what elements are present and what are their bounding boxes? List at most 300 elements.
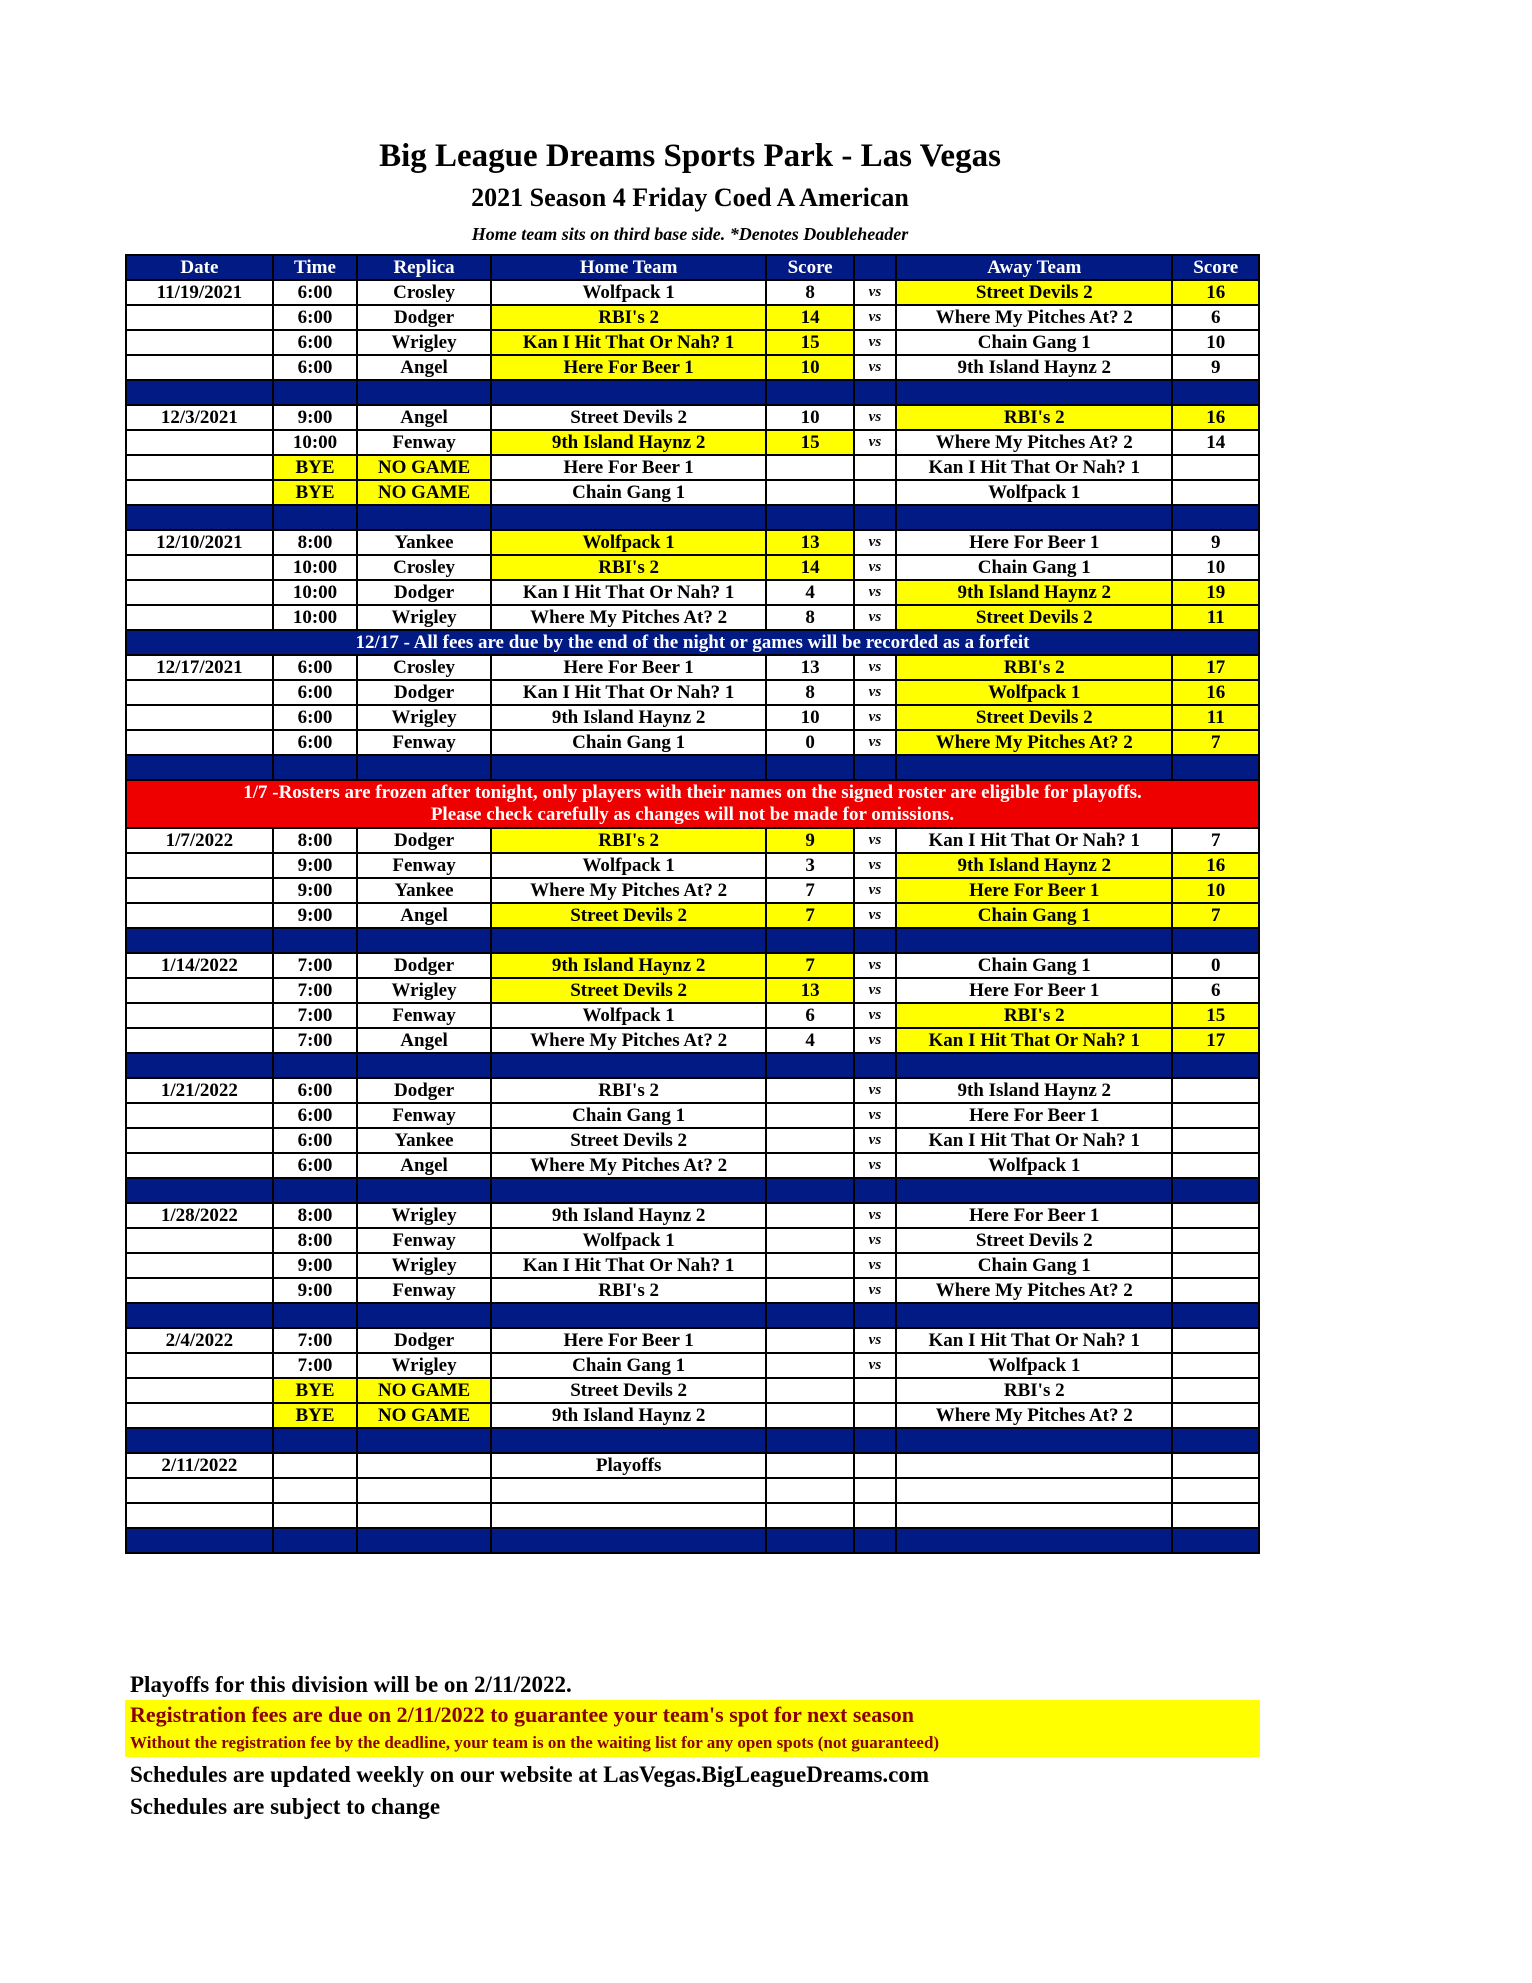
away-score: 6 xyxy=(1172,305,1259,330)
away-team: Where My Pitches At? 2 xyxy=(896,305,1172,330)
home-team: RBI's 2 xyxy=(491,828,766,853)
game-time: 6:00 xyxy=(273,1103,357,1128)
game-date xyxy=(126,1503,273,1528)
vs-label xyxy=(854,1403,896,1428)
game-row xyxy=(126,1253,1259,1278)
game-time: 9:00 xyxy=(273,1253,357,1278)
separator-cell xyxy=(854,755,896,780)
vs-label: vs xyxy=(854,1003,896,1028)
game-row xyxy=(126,853,1259,878)
fee-notice-text: 12/17 - All fees are due by the end of the night or games will be recorded as a forfeit xyxy=(126,630,1259,655)
home-score xyxy=(766,1228,853,1253)
away-score xyxy=(1172,1228,1259,1253)
week-separator-row xyxy=(126,928,1259,953)
game-field: Crosley xyxy=(357,655,491,680)
schedule-table xyxy=(125,254,1260,1554)
game-time: 6:00 xyxy=(273,730,357,755)
separator-cell xyxy=(126,1303,273,1328)
game-field: Wrigley xyxy=(357,330,491,355)
home-team: Wolfpack 1 xyxy=(491,1003,766,1028)
game-date xyxy=(126,730,273,755)
separator-cell xyxy=(491,380,766,405)
home-team: Kan I Hit That Or Nah? 1 xyxy=(491,680,766,705)
home-team: Wolfpack 1 xyxy=(491,853,766,878)
home-team: 9th Island Haynz 2 xyxy=(491,953,766,978)
home-team: Here For Beer 1 xyxy=(491,355,766,380)
separator-cell xyxy=(126,380,273,405)
vs-label: vs xyxy=(854,580,896,605)
game-time: 9:00 xyxy=(273,878,357,903)
game-field: Dodger xyxy=(357,305,491,330)
column-header-home-team: Home Team xyxy=(491,255,766,280)
home-score: 8 xyxy=(766,605,853,630)
home-score xyxy=(766,1153,853,1178)
game-time xyxy=(273,1453,357,1478)
column-header-away-score: Score xyxy=(1172,255,1259,280)
vs-label: vs xyxy=(854,1103,896,1128)
game-time: 8:00 xyxy=(273,530,357,555)
vs-label: vs xyxy=(854,280,896,305)
home-score xyxy=(766,1328,853,1353)
game-date: 2/4/2022 xyxy=(126,1328,273,1353)
away-score: 7 xyxy=(1172,730,1259,755)
game-date: 1/14/2022 xyxy=(126,953,273,978)
game-date xyxy=(126,430,273,455)
game-date xyxy=(126,705,273,730)
game-field: Yankee xyxy=(357,530,491,555)
game-field: Fenway xyxy=(357,1278,491,1303)
away-team: Where My Pitches At? 2 xyxy=(896,1403,1172,1428)
home-score: 10 xyxy=(766,405,853,430)
game-date xyxy=(126,1278,273,1303)
game-field: Fenway xyxy=(357,1003,491,1028)
week-separator-row xyxy=(126,505,1259,530)
away-team: Kan I Hit That Or Nah? 1 xyxy=(896,1128,1172,1153)
game-date xyxy=(126,555,273,580)
home-score: 9 xyxy=(766,828,853,853)
separator-cell xyxy=(766,1178,853,1203)
away-team: Here For Beer 1 xyxy=(896,1103,1172,1128)
game-row xyxy=(126,1203,1259,1228)
away-team: Street Devils 2 xyxy=(896,605,1172,630)
home-score: 4 xyxy=(766,580,853,605)
game-field: Dodger xyxy=(357,1328,491,1353)
column-header-away-team: Away Team xyxy=(896,255,1172,280)
vs-label: vs xyxy=(854,1153,896,1178)
game-row xyxy=(126,530,1259,555)
game-date xyxy=(126,1003,273,1028)
home-team: Wolfpack 1 xyxy=(491,280,766,305)
vs-label: vs xyxy=(854,680,896,705)
vs-label: vs xyxy=(854,853,896,878)
game-time xyxy=(273,1503,357,1528)
playoffs-notice: Playoffs for this division will be on 2/11/2022. xyxy=(130,1672,572,1697)
vs-label: vs xyxy=(854,605,896,630)
game-time: 8:00 xyxy=(273,828,357,853)
home-team: RBI's 2 xyxy=(491,1278,766,1303)
home-score xyxy=(766,1128,853,1153)
separator-cell xyxy=(854,1303,896,1328)
game-field: Fenway xyxy=(357,430,491,455)
separator-cell xyxy=(273,755,357,780)
away-team: RBI's 2 xyxy=(896,1378,1172,1403)
game-date xyxy=(126,1028,273,1053)
game-row xyxy=(126,430,1259,455)
away-team xyxy=(896,1503,1172,1528)
game-date xyxy=(126,355,273,380)
vs-label: vs xyxy=(854,1253,896,1278)
game-date: 12/10/2021 xyxy=(126,530,273,555)
away-score: 17 xyxy=(1172,1028,1259,1053)
home-team: Kan I Hit That Or Nah? 1 xyxy=(491,330,766,355)
home-team: Where My Pitches At? 2 xyxy=(491,878,766,903)
home-score: 7 xyxy=(766,878,853,903)
away-team: Street Devils 2 xyxy=(896,705,1172,730)
separator-cell xyxy=(357,380,491,405)
away-score xyxy=(1172,1353,1259,1378)
bye-row xyxy=(126,480,1259,505)
game-date xyxy=(126,480,273,505)
separator-cell xyxy=(491,928,766,953)
away-score xyxy=(1172,1378,1259,1403)
away-score xyxy=(1172,1403,1259,1428)
vs-label: vs xyxy=(854,1278,896,1303)
game-date xyxy=(126,1378,273,1403)
away-score xyxy=(1172,455,1259,480)
game-date xyxy=(126,903,273,928)
away-score: 0 xyxy=(1172,953,1259,978)
away-team: RBI's 2 xyxy=(896,655,1172,680)
game-date: 11/19/2021 xyxy=(126,280,273,305)
page-title: Big League Dreams Sports Park - Las Vegas xyxy=(379,138,1001,174)
game-date xyxy=(126,1403,273,1428)
separator-cell xyxy=(126,1428,273,1453)
home-team: 9th Island Haynz 2 xyxy=(491,705,766,730)
away-team: Here For Beer 1 xyxy=(896,1203,1172,1228)
game-time: 6:00 xyxy=(273,1153,357,1178)
game-time: 10:00 xyxy=(273,555,357,580)
game-time: 8:00 xyxy=(273,1228,357,1253)
game-date xyxy=(126,1228,273,1253)
away-team: Chain Gang 1 xyxy=(896,1253,1172,1278)
game-field: Yankee xyxy=(357,878,491,903)
away-score: 15 xyxy=(1172,1003,1259,1028)
separator-cell xyxy=(126,1053,273,1078)
game-date xyxy=(126,1103,273,1128)
separator-cell xyxy=(273,380,357,405)
game-time: 6:00 xyxy=(273,1078,357,1103)
away-team: Wolfpack 1 xyxy=(896,680,1172,705)
vs-label: vs xyxy=(854,430,896,455)
game-row xyxy=(126,280,1259,305)
separator-cell xyxy=(766,1528,853,1553)
away-score xyxy=(1172,1203,1259,1228)
home-team: Kan I Hit That Or Nah? 1 xyxy=(491,1253,766,1278)
game-row xyxy=(126,953,1259,978)
game-time: 6:00 xyxy=(273,655,357,680)
game-field: Wrigley xyxy=(357,705,491,730)
away-team: RBI's 2 xyxy=(896,405,1172,430)
game-time xyxy=(273,1478,357,1503)
column-header-date: Date xyxy=(126,255,273,280)
vs-label xyxy=(854,1478,896,1503)
away-score: 9 xyxy=(1172,530,1259,555)
vs-label: vs xyxy=(854,1128,896,1153)
game-field: Wrigley xyxy=(357,605,491,630)
game-date: 12/17/2021 xyxy=(126,655,273,680)
away-team: Wolfpack 1 xyxy=(896,480,1172,505)
home-score xyxy=(766,480,853,505)
separator-cell xyxy=(126,505,273,530)
separator-cell xyxy=(854,505,896,530)
game-row xyxy=(126,1228,1259,1253)
game-row xyxy=(126,405,1259,430)
game-date xyxy=(126,1253,273,1278)
vs-label xyxy=(854,1503,896,1528)
away-score xyxy=(1172,480,1259,505)
table-header-row xyxy=(126,255,1259,280)
away-team: Kan I Hit That Or Nah? 1 xyxy=(896,1328,1172,1353)
game-date xyxy=(126,680,273,705)
separator-cell xyxy=(357,928,491,953)
game-date xyxy=(126,853,273,878)
away-score xyxy=(1172,1453,1259,1478)
away-score: 14 xyxy=(1172,430,1259,455)
game-time: 10:00 xyxy=(273,605,357,630)
separator-cell xyxy=(357,1303,491,1328)
separator-cell xyxy=(126,1528,273,1553)
game-field: Fenway xyxy=(357,1103,491,1128)
separator-cell xyxy=(491,1053,766,1078)
game-date: 1/7/2022 xyxy=(126,828,273,853)
home-team: Chain Gang 1 xyxy=(491,1353,766,1378)
game-row xyxy=(126,1153,1259,1178)
vs-label: vs xyxy=(854,1028,896,1053)
schedule-body xyxy=(126,280,1259,1553)
separator-cell xyxy=(766,928,853,953)
game-field: NO GAME xyxy=(357,1378,491,1403)
separator-cell xyxy=(273,1528,357,1553)
home-score xyxy=(766,1078,853,1103)
game-time: 6:00 xyxy=(273,1128,357,1153)
game-row xyxy=(126,355,1259,380)
game-time: 9:00 xyxy=(273,1278,357,1303)
away-team: Chain Gang 1 xyxy=(896,555,1172,580)
schedule-note: Home team sits on third base side. *Denotes Doubleheader xyxy=(471,224,909,244)
away-score: 6 xyxy=(1172,978,1259,1003)
game-row xyxy=(126,1128,1259,1153)
home-score xyxy=(766,1378,853,1403)
away-score: 11 xyxy=(1172,705,1259,730)
game-row xyxy=(126,1003,1259,1028)
away-team xyxy=(896,1453,1172,1478)
game-time: 7:00 xyxy=(273,1328,357,1353)
game-time: 6:00 xyxy=(273,280,357,305)
home-score xyxy=(766,1203,853,1228)
separator-cell xyxy=(1172,755,1259,780)
away-score: 9 xyxy=(1172,355,1259,380)
away-score xyxy=(1172,1478,1259,1503)
vs-label: vs xyxy=(854,978,896,1003)
separator-cell xyxy=(854,1178,896,1203)
game-row xyxy=(126,680,1259,705)
home-score: 8 xyxy=(766,680,853,705)
away-team: Kan I Hit That Or Nah? 1 xyxy=(896,455,1172,480)
away-team: Wolfpack 1 xyxy=(896,1153,1172,1178)
home-team: Where My Pitches At? 2 xyxy=(491,605,766,630)
game-field: Dodger xyxy=(357,580,491,605)
home-team: RBI's 2 xyxy=(491,555,766,580)
game-date xyxy=(126,330,273,355)
home-score: 10 xyxy=(766,355,853,380)
separator-cell xyxy=(1172,1178,1259,1203)
home-score xyxy=(766,1278,853,1303)
away-team: 9th Island Haynz 2 xyxy=(896,355,1172,380)
separator-cell xyxy=(766,755,853,780)
home-score: 7 xyxy=(766,903,853,928)
game-date xyxy=(126,878,273,903)
home-team: Street Devils 2 xyxy=(491,1378,766,1403)
away-team: Chain Gang 1 xyxy=(896,903,1172,928)
game-field: Crosley xyxy=(357,555,491,580)
away-score xyxy=(1172,1128,1259,1153)
vs-label: vs xyxy=(854,530,896,555)
separator-cell xyxy=(896,1428,1172,1453)
away-score xyxy=(1172,1103,1259,1128)
vs-label xyxy=(854,480,896,505)
home-score: 7 xyxy=(766,953,853,978)
separator-cell xyxy=(1172,1428,1259,1453)
separator-cell xyxy=(854,1428,896,1453)
game-row xyxy=(126,1103,1259,1128)
separator-cell xyxy=(491,1178,766,1203)
game-field: Angel xyxy=(357,405,491,430)
away-score xyxy=(1172,1503,1259,1528)
roster-notice-cell xyxy=(126,780,1259,828)
game-row xyxy=(126,330,1259,355)
vs-label: vs xyxy=(854,878,896,903)
week-separator-row xyxy=(126,380,1259,405)
separator-cell xyxy=(491,1428,766,1453)
game-field xyxy=(357,1503,491,1528)
separator-cell xyxy=(273,1428,357,1453)
vs-label: vs xyxy=(854,305,896,330)
game-field: Crosley xyxy=(357,280,491,305)
away-score: 16 xyxy=(1172,680,1259,705)
home-team: 9th Island Haynz 2 xyxy=(491,430,766,455)
separator-cell xyxy=(766,1053,853,1078)
home-team xyxy=(491,1503,766,1528)
separator-cell xyxy=(896,1303,1172,1328)
home-team: Here For Beer 1 xyxy=(491,455,766,480)
game-time: BYE xyxy=(273,1378,357,1403)
game-field: Angel xyxy=(357,355,491,380)
game-row xyxy=(126,655,1259,680)
game-row xyxy=(126,1328,1259,1353)
game-date xyxy=(126,1353,273,1378)
home-score xyxy=(766,455,853,480)
home-team: Where My Pitches At? 2 xyxy=(491,1153,766,1178)
game-time: 8:00 xyxy=(273,1203,357,1228)
game-time: 6:00 xyxy=(273,680,357,705)
game-date xyxy=(126,580,273,605)
vs-label: vs xyxy=(854,1353,896,1378)
home-score: 10 xyxy=(766,705,853,730)
separator-cell xyxy=(273,1053,357,1078)
away-team: Wolfpack 1 xyxy=(896,1353,1172,1378)
home-team: Here For Beer 1 xyxy=(491,655,766,680)
registration-note: Without the registration fee by the deadline, your team is on the waiting list for any open spots (not guaranteed) xyxy=(130,1733,940,1752)
home-score xyxy=(766,1453,853,1478)
game-row xyxy=(126,828,1259,853)
week-separator-row xyxy=(126,755,1259,780)
vs-label: vs xyxy=(854,1228,896,1253)
vs-label: vs xyxy=(854,330,896,355)
away-team: Here For Beer 1 xyxy=(896,878,1172,903)
game-row xyxy=(126,730,1259,755)
home-score xyxy=(766,1403,853,1428)
game-field: Dodger xyxy=(357,953,491,978)
vs-label: vs xyxy=(854,1328,896,1353)
away-team: Street Devils 2 xyxy=(896,1228,1172,1253)
game-row xyxy=(126,580,1259,605)
separator-cell xyxy=(896,928,1172,953)
separator-cell xyxy=(766,505,853,530)
home-team: Street Devils 2 xyxy=(491,903,766,928)
registration-notice: Registration fees are due on 2/11/2022 to guarantee your team's spot for next season xyxy=(130,1702,914,1727)
separator-cell xyxy=(1172,928,1259,953)
away-team: 9th Island Haynz 2 xyxy=(896,580,1172,605)
game-date: 1/21/2022 xyxy=(126,1078,273,1103)
separator-cell xyxy=(854,380,896,405)
game-field: Angel xyxy=(357,1153,491,1178)
game-date: 1/28/2022 xyxy=(126,1203,273,1228)
home-team: Street Devils 2 xyxy=(491,405,766,430)
game-time: BYE xyxy=(273,455,357,480)
game-time: 9:00 xyxy=(273,903,357,928)
home-team: RBI's 2 xyxy=(491,305,766,330)
home-team: Chain Gang 1 xyxy=(491,1103,766,1128)
separator-cell xyxy=(126,1178,273,1203)
game-field: Dodger xyxy=(357,1078,491,1103)
home-score: 15 xyxy=(766,430,853,455)
game-row xyxy=(126,1028,1259,1053)
home-team: Here For Beer 1 xyxy=(491,1328,766,1353)
home-team xyxy=(491,1478,766,1503)
game-row xyxy=(126,1503,1259,1528)
home-score xyxy=(766,1478,853,1503)
home-score: 13 xyxy=(766,655,853,680)
home-score xyxy=(766,1353,853,1378)
away-score: 16 xyxy=(1172,280,1259,305)
game-field: Wrigley xyxy=(357,1203,491,1228)
game-date xyxy=(126,1128,273,1153)
game-date xyxy=(126,305,273,330)
separator-cell xyxy=(1172,380,1259,405)
home-team: 9th Island Haynz 2 xyxy=(491,1203,766,1228)
roster-notice-line-1: 1/7 -Rosters are frozen after tonight, only players with their names on the signed roster are eligible for playoffs. xyxy=(243,782,1142,803)
away-team: Chain Gang 1 xyxy=(896,330,1172,355)
separator-cell xyxy=(854,928,896,953)
separator-cell xyxy=(491,755,766,780)
home-score: 15 xyxy=(766,330,853,355)
separator-cell xyxy=(357,505,491,530)
game-field xyxy=(357,1453,491,1478)
registration-box xyxy=(125,1700,1260,1757)
game-field: Yankee xyxy=(357,1128,491,1153)
vs-label xyxy=(854,1453,896,1478)
away-score xyxy=(1172,1153,1259,1178)
